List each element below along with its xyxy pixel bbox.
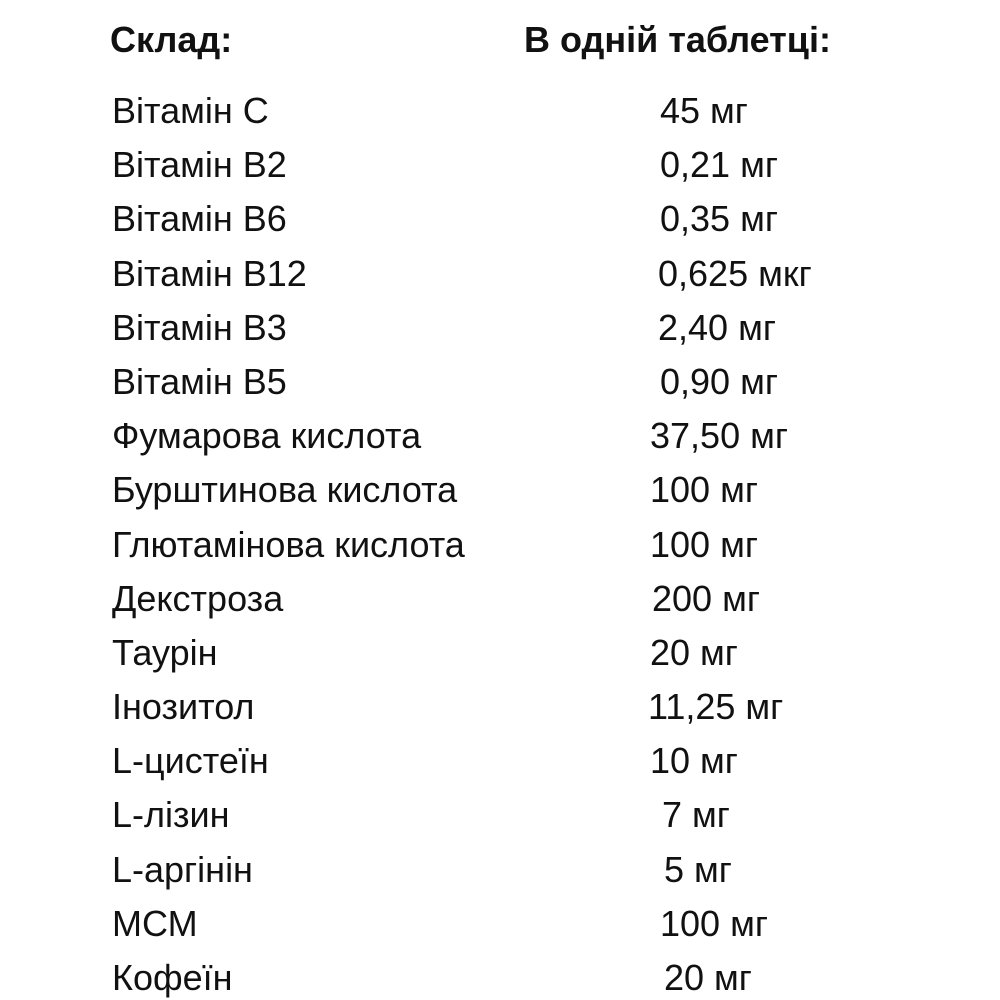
ingredient-row (0, 463, 1000, 517)
ingredient-amount: 100 мг (650, 469, 758, 511)
ingredient-name: L-аргінін (112, 848, 253, 890)
ingredient-row (0, 84, 1000, 138)
ingredient-row (0, 572, 1000, 626)
ingredient-amount: 0,625 мкг (658, 252, 812, 294)
ingredient-name: Глютамінова кислота (112, 523, 465, 565)
ingredient-row (0, 734, 1000, 788)
ingredient-name: Вітамін В6 (112, 198, 287, 240)
ingredient-name: Таурін (112, 631, 218, 673)
ingredient-row (0, 843, 1000, 897)
ingredient-name: Кофеїн (112, 957, 233, 998)
ingredient-amount: 37,50 мг (650, 415, 788, 457)
ingredient-amount: 0,90 мг (660, 360, 778, 402)
ingredient-amount: 5 мг (664, 848, 732, 890)
ingredient-row (0, 788, 1000, 842)
ingredient-name: Бурштинова кислота (112, 469, 458, 511)
ingredient-name: Декстроза (112, 577, 284, 619)
ingredient-row (0, 897, 1000, 951)
ingredient-amount: 45 мг (660, 90, 748, 131)
ingredient-name: Вітамін С (112, 90, 269, 131)
ingredient-name: Фумарова кислота (112, 415, 422, 457)
composition-heading: Склад: (110, 19, 233, 60)
ingredient-amount: 20 мг (650, 631, 738, 673)
ingredient-amount: 10 мг (650, 740, 738, 782)
ingredient-name: Вітамін В3 (112, 306, 287, 348)
ingredient-name: L-цистеїн (112, 740, 269, 782)
ingredient-amount: 0,21 мг (660, 144, 778, 186)
ingredient-name: Вітамін В5 (112, 360, 287, 402)
ingredient-amount: 0,35 мг (660, 198, 778, 240)
per-tablet-heading: В одній таблетці: (524, 19, 831, 60)
ingredient-amount: 7 мг (662, 794, 730, 836)
ingredient-name: Інозитол (112, 686, 255, 728)
ingredient-list (0, 84, 1000, 1000)
ingredient-amount: 100 мг (660, 902, 768, 944)
ingredient-amount: 100 мг (650, 523, 758, 565)
table-header (0, 10, 1000, 70)
ingredient-row (0, 301, 1000, 355)
ingredient-row (0, 409, 1000, 463)
ingredient-amount: 11,25 мг (648, 686, 784, 728)
ingredient-row (0, 518, 1000, 572)
ingredient-amount: 200 мг (652, 577, 760, 619)
ingredient-amount: 2,40 мг (658, 306, 776, 348)
ingredient-row (0, 626, 1000, 680)
ingredient-name: L-лізин (112, 794, 230, 836)
ingredient-name: МСМ (112, 902, 198, 944)
ingredient-name: Вітамін В12 (112, 252, 307, 294)
ingredient-row (0, 138, 1000, 192)
ingredient-row (0, 951, 1000, 1000)
ingredient-amount: 20 мг (664, 957, 752, 998)
ingredient-row (0, 247, 1000, 301)
ingredient-row (0, 680, 1000, 734)
ingredient-row (0, 192, 1000, 246)
ingredient-row (0, 355, 1000, 409)
ingredient-name: Вітамін В2 (112, 144, 287, 186)
